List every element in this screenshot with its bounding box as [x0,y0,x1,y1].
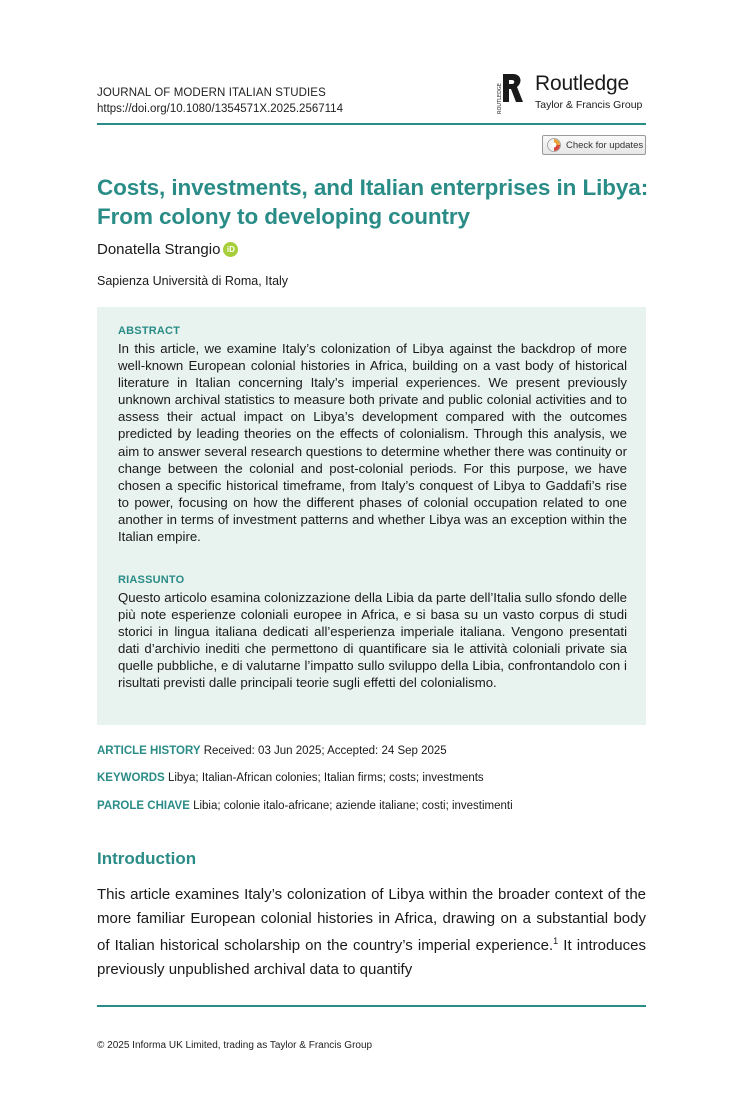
article-history-label: ARTICLE HISTORY [97,745,201,757]
parole-chiave-value[interactable]: Libia; colonie italo-africane; aziende italiane; costi; investimenti [193,800,513,812]
abstract-text: In this article, we examine Italy’s colonization of Libya against the backdrop of more well-known European colonial histories in Africa, building on a vast body of historical literature in Italian concerning Italy’s imperial experiences. We present previously unknown archival statistics to measure both private and public colonial activities and to assess their actual impact on Libya’s development compared with the outcomes predicted by leading theories on the effects of colonialism. Through this analysis, we aim to answer several research questions to determine whether there was continuity or change between the colonial and post-colonial periods. For this purpose, we have chosen a specific historical timeframe, from Italy’s conquest of Libya to Gaddafi’s rise to power, focusing on how the different phases of colonial occupation related to one another in terms of investment patterns and whether Libya was an exception within the Italian empire. [118,341,627,545]
routledge-mark-text: ROUTLEDGE [497,83,503,114]
routledge-r-icon [497,72,525,116]
journal-name: JOURNAL OF MODERN ITALIAN STUDIES [97,87,326,99]
intro-text-part-2: It introduces previously unpublished archival data to quantify [97,937,646,978]
introduction-heading: Introduction [97,849,197,868]
author-name[interactable]: Donatella Strangio [97,241,221,258]
article-title [97,173,657,231]
abstract-box [97,307,646,725]
riassunto-text: Questo articolo esamina colonizzazione della Libia da parte dell’Italia sullo sfondo delle più note esperienze coloniali europee in Africa, e si basa su un vasto corpus di studi storici in lingua italiana dedicati all’esperienza imperiale italiana. Vengono presentati dati d’archivio inediti che permettono di quantificare sia le attività coloniali private sia quelle pubbliche, e di valutarne l’impatto sullo sviluppo della Libia, confrontandolo con i risultati previsti dalle principali teorie sugli effetti del colonialismo. [118,590,627,691]
intro-text-part-1: This article examines Italy’s colonization of Libya within the broader context of the more familiar European colonial histories in Africa, drawing on a substantial body of Italian historical scholarship on the country’s imperial experience. [97,886,646,954]
doi-link[interactable]: https://doi.org/10.1080/1354571X.2025.2567114 [97,103,343,115]
footnote-marker[interactable]: 1 [553,936,559,946]
article-history-value: Received: 03 Jun 2025; Accepted: 24 Sep 2025 [203,745,447,757]
article-history [97,745,447,757]
title-line-1: Costs, investments, and Italian enterprises in Libya: [97,175,649,200]
publisher-group: Taylor & Francis Group [535,99,643,111]
parole-chiave [97,800,513,812]
parole-chiave-label: PAROLE CHIAVE [97,800,190,812]
header-rule [97,123,646,125]
author [97,241,238,258]
copyright-footer: © 2025 Informa UK Limited, trading as Taylor & Francis Group [97,1040,373,1051]
introduction-text [97,883,646,981]
check-for-updates-button[interactable] [542,135,646,155]
publisher-name: Routledge [535,72,629,95]
crossmark-icon [547,138,561,152]
abstract-heading: ABSTRACT [118,325,181,337]
affiliation: Sapienza Università di Roma, Italy [97,274,289,288]
keywords [97,772,484,784]
keywords-value[interactable]: Libya; Italian-African colonies; Italian firms; costs; investments [167,772,484,784]
routledge-logo[interactable] [497,70,652,120]
check-for-updates-label: Check for updates [566,139,644,151]
keywords-label: KEYWORDS [97,772,165,784]
riassunto-heading: RIASSUNTO [118,574,185,586]
orcid-icon[interactable]: iD [223,242,238,257]
title-line-2: From colony to developing country [97,204,470,229]
footer-rule [97,1005,646,1007]
